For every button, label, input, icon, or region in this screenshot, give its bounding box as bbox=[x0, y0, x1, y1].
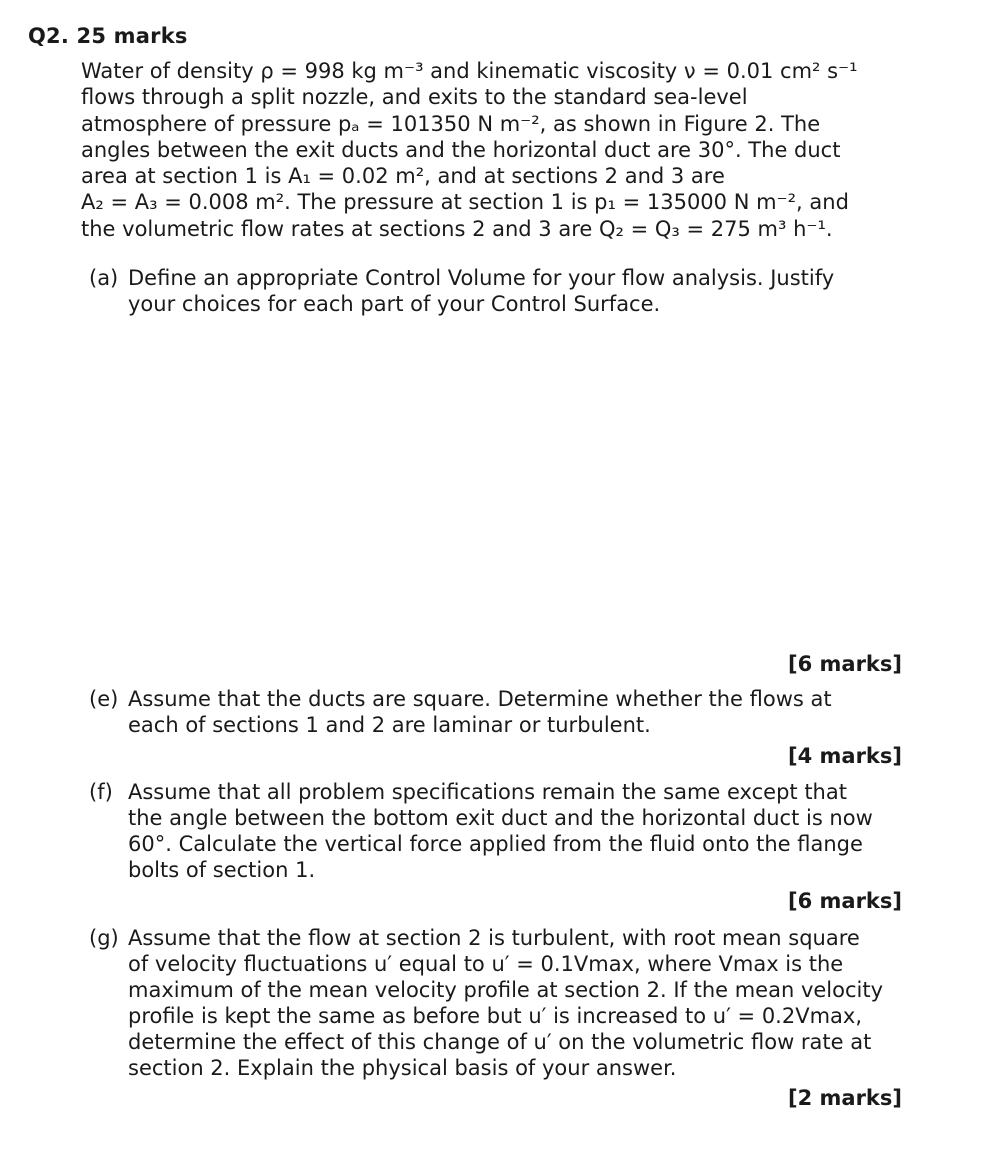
intro-line: flows through a split nozzle, and exits to the standard sea-level bbox=[81, 85, 748, 110]
part-text-line: Define an appropriate Control Volume for your flow analysis. Justify bbox=[128, 266, 835, 290]
part-text-line: Assume that the ducts are square. Determine whether the flows at bbox=[128, 687, 832, 711]
part-text-line: determine the effect of this change of u′ on the volumetric flow rate at bbox=[128, 1030, 872, 1054]
part-label: (g) bbox=[89, 926, 119, 950]
marks-badge: [4 marks] bbox=[788, 744, 902, 768]
part-text-line: the angle between the bottom exit duct and the horizontal duct is now bbox=[128, 806, 873, 830]
part-text-line: 60°. Calculate the vertical force applied from the fluid onto the flange bbox=[128, 832, 863, 856]
part-f bbox=[89, 779, 919, 883]
marks-badge: [2 marks] bbox=[788, 1086, 902, 1110]
part-text-line: bolts of section 1. bbox=[128, 858, 316, 882]
part-text-line: maximum of the mean velocity profile at section 2. If the mean velocity bbox=[128, 978, 884, 1002]
part-label: (f) bbox=[89, 780, 113, 804]
part-e bbox=[89, 686, 919, 738]
intro-line: A₂ = A₃ = 0.008 m². The pressure at section 1 is p₁ = 135000 N m⁻², and bbox=[81, 190, 849, 215]
part-text-line: Assume that all problem specifications remain the same except that bbox=[128, 780, 847, 804]
marks-badge: [6 marks] bbox=[788, 652, 902, 676]
intro-line: atmosphere of pressure pₐ = 101350 N m⁻², as shown in Figure 2. The bbox=[81, 111, 821, 136]
part-label: (e) bbox=[89, 687, 119, 711]
part-g bbox=[89, 925, 919, 1081]
part-text-line: Assume that the flow at section 2 is turbulent, with root mean square bbox=[128, 926, 860, 950]
intro-line: area at section 1 is A₁ = 0.02 m², and at sections 2 and 3 are bbox=[81, 164, 725, 189]
part-label: (a) bbox=[89, 266, 119, 290]
part-text-line: each of sections 1 and 2 are laminar or turbulent. bbox=[128, 713, 651, 737]
part-text-line: section 2. Explain the physical basis of your answer. bbox=[128, 1056, 677, 1080]
part-text-line: your choices for each part of your Control Surface. bbox=[128, 292, 661, 316]
part-text-line: of velocity fluctuations u′ equal to u′ = 0.1Vmax, where Vmax is the bbox=[128, 952, 844, 976]
intro-line: the volumetric flow rates at sections 2 and 3 are Q₂ = Q₃ = 275 m³ h⁻¹. bbox=[81, 216, 833, 241]
part-text-line: profile is kept the same as before but u′ is increased to u′ = 0.2Vmax, bbox=[128, 1004, 863, 1028]
intro-line: Water of density ρ = 998 kg m⁻³ and kinematic viscosity ν = 0.01 cm² s⁻¹ bbox=[81, 59, 858, 83]
question-intro bbox=[81, 58, 981, 242]
marks-badge: [6 marks] bbox=[788, 889, 902, 913]
question-title: Q2. 25 marks bbox=[28, 24, 188, 48]
part-a bbox=[89, 265, 919, 317]
intro-line: angles between the exit ducts and the horizontal duct are 30°. The duct bbox=[81, 137, 841, 162]
